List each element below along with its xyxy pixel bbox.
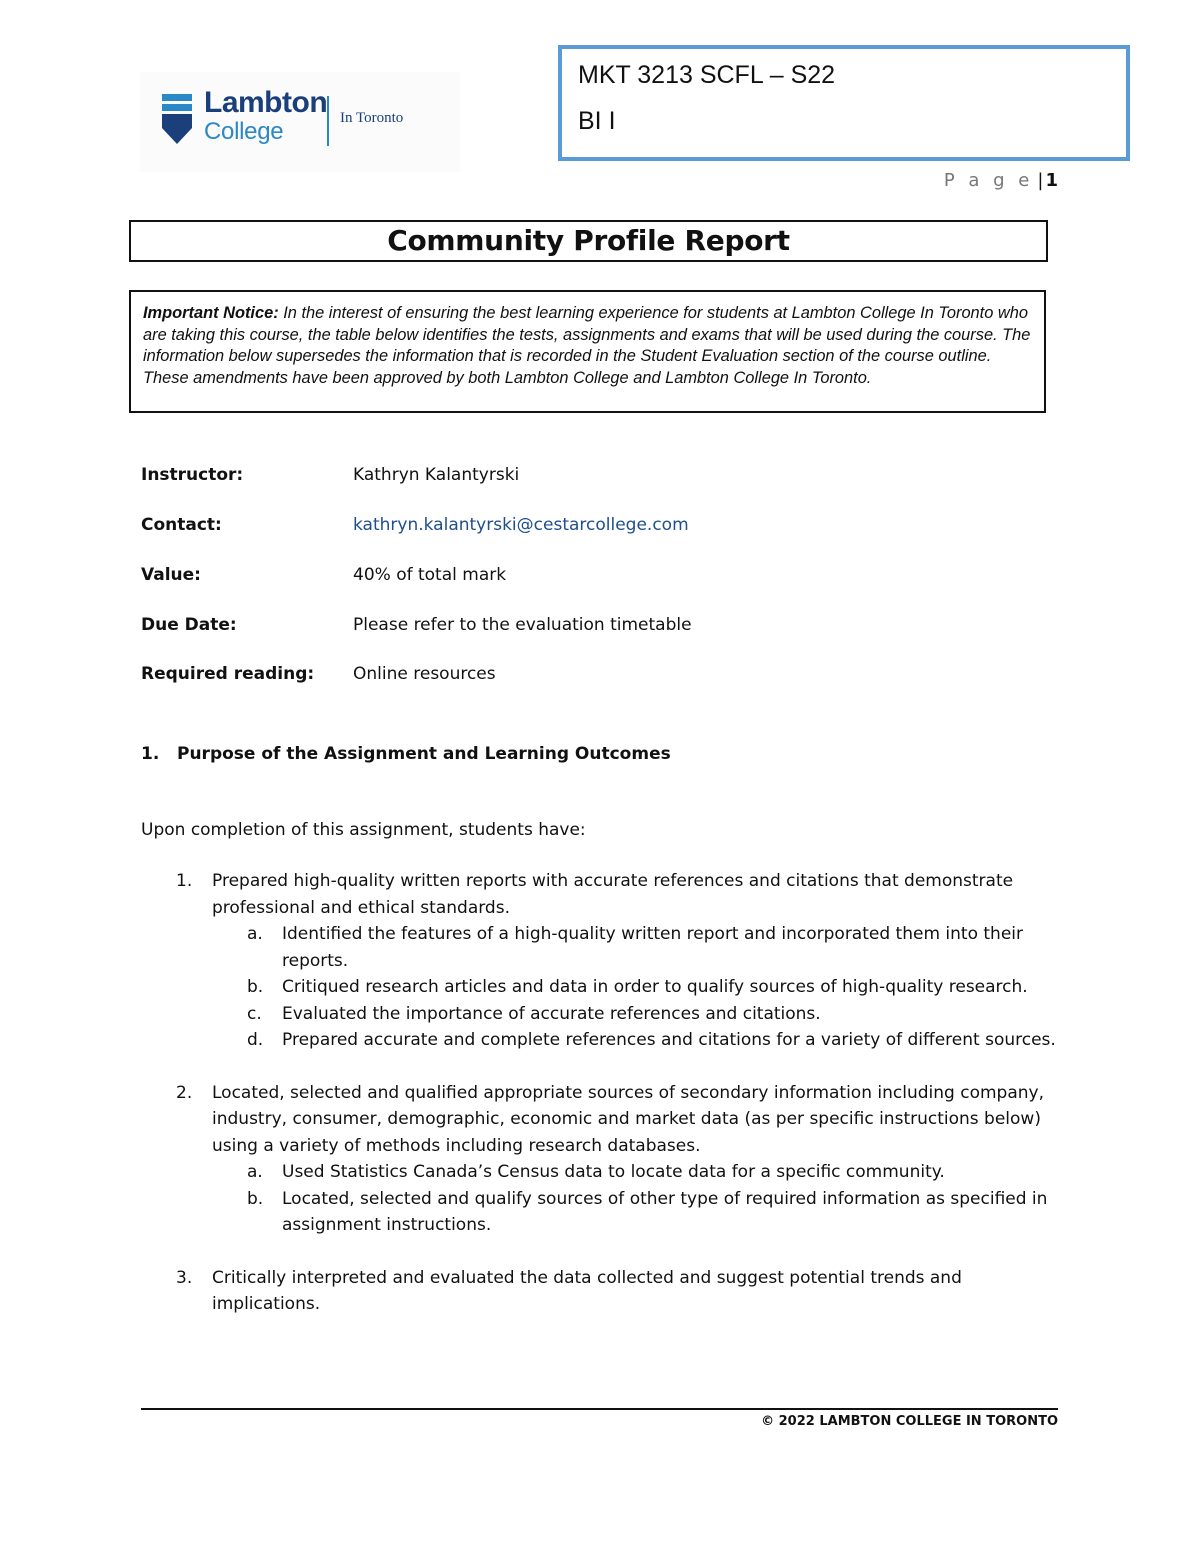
logo-wordmark-college: College [204, 118, 284, 145]
list-item [141, 1080, 1061, 1160]
list-marker: b. [247, 977, 264, 997]
learning-outcomes-list [141, 868, 1061, 1318]
list-marker: b. [247, 1188, 264, 1209]
logo-subtitle: In Toronto [340, 110, 404, 126]
course-section: BI I [578, 107, 616, 135]
title-box [129, 220, 1048, 262]
page-label: P a g e [943, 170, 1034, 191]
detail-label: Due Date: [141, 615, 237, 635]
sub-list-item [141, 1159, 1061, 1186]
page-number-value: 1 [1045, 170, 1058, 191]
section-heading [141, 744, 671, 764]
list-item-text: Prepared high-quality written reports with accurate references and citations that demonstrate professional and ethical standards. [212, 871, 1014, 918]
required-reading-text: Online resources [353, 664, 496, 684]
list-item-text: Critiqued research articles and data in order to qualify sources of high-quality research. [282, 977, 1028, 997]
college-logo [140, 72, 460, 172]
list-marker: 1. [176, 871, 193, 891]
list-spacer [141, 1054, 1061, 1080]
section-number: 1. [141, 744, 160, 764]
list-marker: a. [247, 924, 263, 944]
list-spacer [141, 1239, 1061, 1265]
detail-label: Instructor: [141, 465, 244, 485]
list-marker: c. [247, 1003, 262, 1024]
logo-divider [327, 96, 329, 146]
important-notice [129, 290, 1046, 413]
value-text: 40% of total mark [353, 565, 507, 585]
list-item-text: Located, selected and qualify sources of other type of required information as specified in assignment instructions. [282, 1188, 1048, 1235]
detail-label: Contact: [141, 515, 222, 535]
notice-body: In the interest of ensuring the best learning experience for students at Lambton College In Toronto who are taking this course, the table below identifies the tests, assignments and exams that will be used during the course. The information below supersedes the information that is recorded in the Student Evaluation section of the course outline. These amendments have been approved by both Lambton College and Lambton College In Toronto. [143, 304, 1031, 387]
list-marker: 3. [176, 1267, 193, 1288]
due-date-text: Please refer to the evaluation timetable [353, 615, 692, 635]
list-marker: 2. [176, 1082, 193, 1103]
list-item-text: Evaluated the importance of accurate references and citations. [282, 1003, 821, 1024]
sub-list-item [141, 974, 1061, 1001]
list-marker: d. [247, 1030, 264, 1050]
course-code: MKT 3213 SCFL – S22 [578, 61, 836, 89]
detail-label: Value: [141, 565, 201, 585]
sub-list-item [141, 1186, 1061, 1239]
logo-wordmark: Lambton [204, 86, 328, 119]
section-heading-text: Purpose of the Assignment and Learning Outcomes [177, 744, 671, 764]
list-item [141, 1265, 1061, 1318]
page-separator: | [1037, 170, 1044, 191]
list-item-text: Located, selected and qualified appropriate sources of secondary information including company, industry, consumer, demographic, economic and market data (as per specific instructions below) using a variety of methods including research databases. [212, 1082, 1044, 1156]
page-number [944, 170, 1058, 191]
outcomes-intro: Upon completion of this assignment, students have: [141, 820, 586, 840]
sub-list-item [141, 1027, 1061, 1054]
list-item-text: Used Statistics Canada’s Census data to locate data for a specific community. [282, 1162, 945, 1182]
list-marker: a. [247, 1162, 263, 1182]
shield-icon [160, 92, 194, 146]
notice-text [143, 303, 1032, 389]
list-item-text: Identified the features of a high-quality written report and incorporated them into their reports. [282, 924, 1023, 971]
instructor-name: Kathryn Kalantyrski [353, 465, 520, 485]
page-title: Community Profile Report [387, 224, 790, 257]
list-item-text: Critically interpreted and evaluated the data collected and suggest potential trends and implications. [212, 1267, 962, 1314]
sub-list-item [141, 921, 1061, 974]
sub-list-item [141, 1001, 1061, 1028]
notice-lead: Important Notice: [143, 304, 279, 322]
footer-rule [141, 1408, 1058, 1410]
list-item-text: Prepared accurate and complete references and citations for a variety of different sources. [282, 1030, 1056, 1050]
footer-copyright: © 2022 LAMBTON COLLEGE IN TORONTO [761, 1414, 1058, 1429]
contact-email-link[interactable]: kathryn.kalantyrski@cestarcollege.com [353, 515, 689, 535]
list-item [141, 868, 1061, 921]
course-info-box [558, 45, 1130, 161]
detail-label: Required reading: [141, 664, 315, 684]
